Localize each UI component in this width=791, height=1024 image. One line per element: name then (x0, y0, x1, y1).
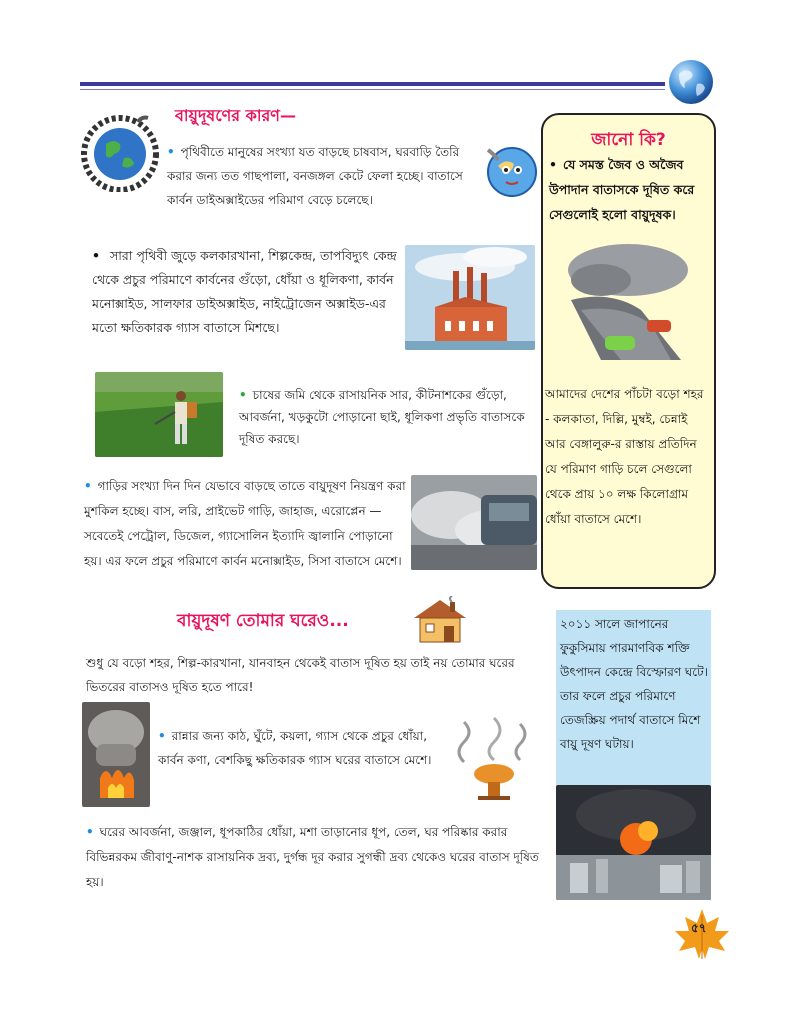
page-number: ৫৭ (691, 921, 707, 935)
smog-city-icon (561, 240, 695, 370)
paragraph-text: চাষের জমি থেকে রাসায়নিক সার, কীটনাশকের গুঁড়ো, আবর্জনা, খড়কুটো পোড়ানো ছাই, ধূলিকণা প্রভৃতি বাতাসকে দূষিত করছে। (239, 388, 525, 446)
car-exhaust-icon (411, 475, 537, 570)
paragraph-text: ঘরের আবর্জনা, জঞ্জাল, ধূপকাঠির ধোঁয়া, মশা তাড়ানোর ধূপ, তেল, ঘর পরিষ্কার করার বিভিন্নরকম জীবাণু-নাশক রাসায়নিক দ্রব্য, দুর্গন্ধ দূর করার সুগন্ধী দ্রব্য থেকেও ঘরের বাতাস দূষিত হয়। (86, 825, 539, 889)
house-icon (410, 596, 470, 646)
fukushima-text: ২০১১ সালে জাপানের ফুকুসিমায় পারমাণবিক শক্তি উৎপাদন কেন্দ্রে বিস্ফোরণ ঘটে। তার ফলে প্রচুর পরিমাণে তেজস্ক্রিয় পদার্থ বাতাসে মিশে বায়ু দূষণ ঘটায়। (560, 617, 708, 751)
bullet: • (158, 729, 166, 743)
incense-smoke-icon (444, 712, 542, 802)
factory-icon (405, 245, 535, 350)
polluted-earth-icon (80, 112, 160, 192)
cartoon-globe-icon (480, 140, 542, 202)
bullet: • (92, 248, 100, 263)
paragraph-deforestation (167, 140, 480, 212)
farmer-spraying-icon (95, 372, 223, 457)
bullet: • (239, 388, 247, 402)
paragraph-industry (92, 244, 406, 340)
paragraph-text: সারা পৃথিবী জুড়ে কলকারখানা, শিল্পকেন্দ্র, তাপবিদ্যুৎ কেন্দ্র থেকে প্রচুর পরিমাণে কার্বনের গুঁড়ো, ধোঁয়া ও ধূলিকণা, কার্বন মনোক্সাইড, সালফার ডাইঅক্সাইড, নাইট্রোজেন অক্সাইড-এর মতো ক্ষতিকারক গ্যাস বাতাসে মিশছে। (92, 248, 397, 335)
globe-icon (667, 58, 715, 106)
did-you-know-fact-2: আমাদের দেশের পাঁচটা বড়ো শহর - কলকাতা, দিল্লি, মুম্বই, চেন্নাই আর বেঙ্গালুরু-র রাস্তায় প্রতিদিন যে পরিমাণ গাড়ি চলে সেগুলো থেকে প্রায় ১০ লক্ষ কিলোগ্রাম ধোঁয়া বাতাসে মেশে। (545, 387, 704, 526)
header-rule (80, 82, 665, 86)
bullet: • (86, 825, 94, 839)
paragraph-text: পৃথিবীতে মানুষের সংখ্যা যত বাড়ছে চাষবাস, ঘরবাড়ি তৈরি করার জন্য তত গাছপালা, বনজঙ্গল কেটে ফেলা হচ্ছে। বাতাসে কার্বন ডাইঅক্সাইডের পরিমাণ বেড়ে চলেছে। (167, 145, 463, 207)
fact-text: যে সমস্ত জৈব ও অজৈব উপাদান বাতাসকে দূষিত করে সেগুলোই হলো বায়ুদূষক। (549, 157, 695, 222)
paragraph-text: গাড়ির সংখ্যা দিন দিন যেভাবে বাড়ছে তাতে বায়ুদূষণ নিয়ন্ত্রণ করা মুশকিল হচ্ছে। বাস, লরি, প্রাইভেট গাড়ি, জাহাজ, এরোপ্লেন — সবেতেই পেট্রোল, ডিজেল, গ্যাসোলিন ইত্যাদি জ্বালানি পোড়ানো হয়। এর ফলে প্রচুর পরিমাণে কার্বন মনোক্সাইড, সিসা বাতাসে মেশে। (84, 479, 406, 568)
bullet: • (84, 479, 92, 493)
header-rule-thin (80, 89, 665, 90)
paragraph-cooking (158, 724, 443, 772)
did-you-know-title: জানো কি? (591, 130, 666, 150)
section-heading-causes: বায়ুদূষণের কারণ— (175, 106, 296, 125)
section-heading-home: বায়ুদূষণ তোমার ঘরেও... (177, 611, 349, 631)
paragraph-text: রান্নার জন্য কাঠ, ঘুঁটে, কয়লা, গ্যাস থেকে প্রচুর ধোঁয়া, কার্বন কণা, বেশকিছু ক্ষতিকারক গ্যাস ঘরের বাতাসে মেশে। (158, 729, 432, 767)
paragraph-home-intro: শুধু যে বড়ো শহর, শিল্প-কারখানা, যানবাহন থেকেই বাতাস দূষিত হয় তাই নয় তোমার ঘরের ভিতরের বাতাসও দূষিত হতে পারে! (86, 656, 515, 694)
bullet: • (167, 145, 175, 159)
paragraph-agriculture (239, 384, 539, 450)
cooking-stove-icon (82, 702, 150, 807)
explosion-plant-icon (556, 785, 711, 900)
paragraph-household-waste (86, 820, 541, 895)
did-you-know-fact (549, 152, 711, 227)
bullet: • (549, 157, 557, 172)
paragraph-vehicles (84, 474, 406, 574)
